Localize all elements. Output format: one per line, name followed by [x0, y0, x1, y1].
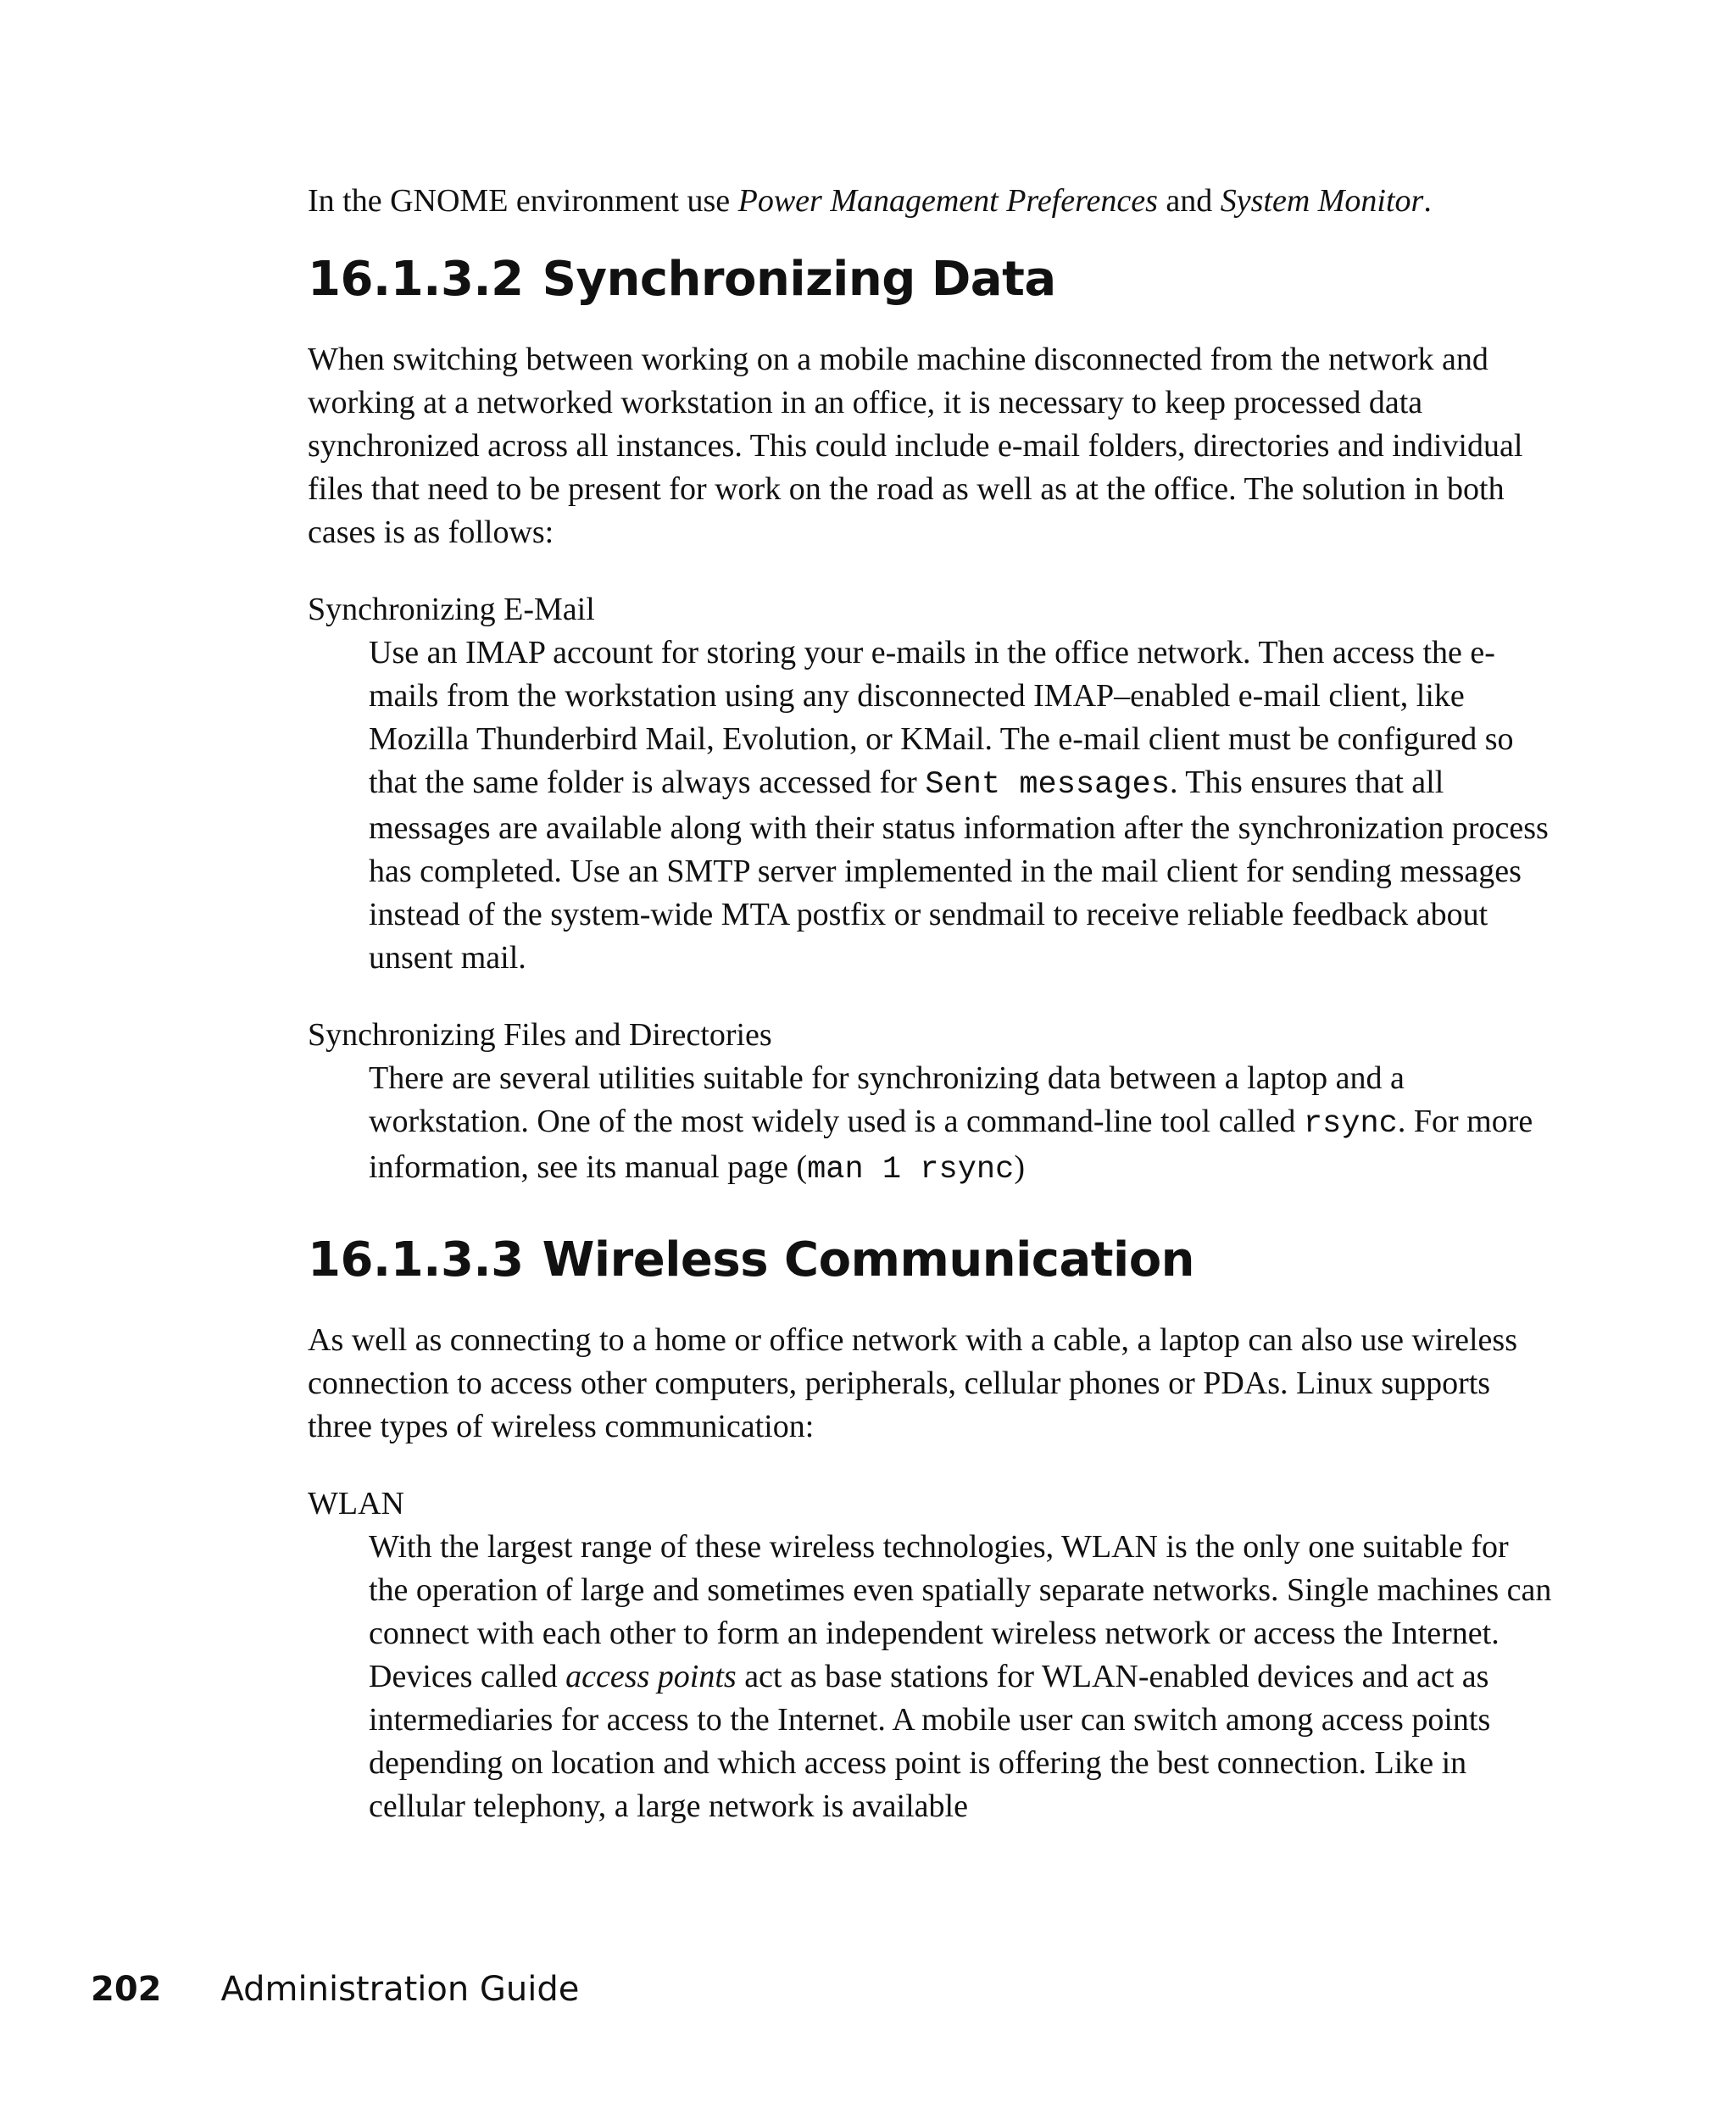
term-synchronizing-files: Synchronizing Files and Directories — [308, 1017, 772, 1053]
section-paragraph: As well as connecting to a home or office network with a cable, a laptop can also use wireless connection to access other computers, peripherals, cellular phones or PDAs. Linux supports three types of wireless communication: — [308, 1322, 1518, 1444]
section-title: Synchronizing Data — [542, 252, 1056, 307]
section-number: 16.1.3.3 — [308, 1232, 524, 1288]
code-sent-messages: Sent messages — [925, 767, 1170, 803]
page-footer — [91, 1968, 579, 2011]
definition-text: Use an IMAP account for storing your e-mails in the office network. Then access the e-mails from the workstation using any disconnected IMAP–enabled e-mail client, like Mozilla Thunderbird Mail, Evolution, or KMail. The e-mail client must be configured so that the same folder is always accessed for — [369, 635, 1514, 800]
section-number: 16.1.3.2 — [308, 252, 524, 307]
intro-text-and: and — [1157, 183, 1221, 219]
intro-paragraph — [308, 180, 1554, 223]
intro-text: In the GNOME environment use — [308, 183, 738, 219]
definition-text: ) — [1014, 1149, 1025, 1185]
term-synchronizing-email: Synchronizing E-Mail — [308, 592, 595, 627]
definition-synchronizing-email — [369, 631, 1554, 980]
term-wlan: WLAN — [308, 1486, 404, 1521]
definition-synchronizing-files — [369, 1057, 1554, 1192]
definition-text: act as base stations for WLAN-enabled devices and act as intermediaries for access to the Internet. A mobile user can switch among access points depending on location and which access point is offering the best connection. Like in cellular telephony, a large network is available — [369, 1659, 1491, 1824]
section-title: Wireless Communication — [542, 1232, 1195, 1288]
section-heading-wireless-communication — [308, 1231, 1554, 1290]
code-rsync: rsync — [1303, 1106, 1398, 1142]
definition-text: . This ensures that all messages are available along with their status information after the synchronization process has completed. Use an SMTP server implemented in the mail client for sending messages instead of the system-wide MTA postfix or sendmail to receive reliable feedback about unsent mail. — [369, 765, 1549, 976]
page-body — [308, 180, 1554, 1862]
page-number: 202 — [91, 1970, 162, 2009]
definition-text: There are several utilities suitable for synchronizing data between a laptop and a workstation. One of the most widely used is a command-line tool called — [369, 1060, 1405, 1139]
definition-wlan — [369, 1526, 1554, 1828]
intro-emphasis-system-monitor: System Monitor — [1220, 183, 1424, 219]
book-title: Administration Guide — [220, 1970, 580, 2009]
definition-text: With the largest range of these wireless technologies, WLAN is the only one suitable for the operation of large and sometimes even spatially separate networks. Single machines can connect with each other to form an independent wireless network or access the Internet. Devices called — [369, 1529, 1552, 1694]
intro-emphasis-power-management: Power Management Preferences — [737, 183, 1158, 219]
intro-period: . — [1423, 183, 1432, 219]
emphasis-access-points: access points — [565, 1659, 737, 1694]
definition-text: . For more information, see its manual page ( — [369, 1104, 1533, 1185]
code-man-rsync: man 1 rsync — [807, 1152, 1015, 1187]
section-paragraph: When switching between working on a mobile machine disconnected from the network and working at a networked workstation in an office, it is necessary to keep processed data synchronized across all instances. This could include e-mail folders, directories and individual files that need to be present for work on the road as well as at the office. The solution in both cases is as follows: — [308, 342, 1523, 550]
section-heading-synchronizing-data — [308, 250, 1554, 309]
